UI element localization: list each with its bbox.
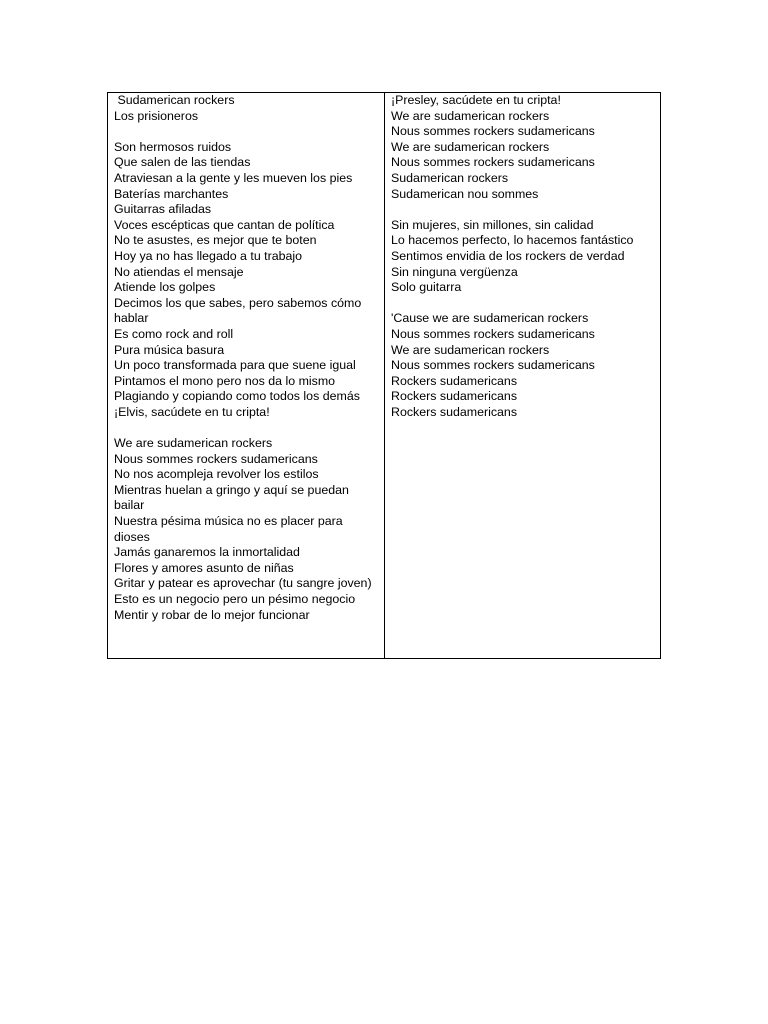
lyric-line: No atiendas el mensaje xyxy=(114,264,244,279)
lyrics-table xyxy=(107,92,661,659)
lyric-line xyxy=(114,124,380,140)
lyric-line: Pintamos el mono pero nos da lo mismo xyxy=(114,373,336,388)
lyric-line: Lo hacemos perfecto, lo hacemos fantástico xyxy=(391,233,634,248)
lyric-line: Baterías marchantes xyxy=(114,186,229,201)
lyric-line: Sudamerican rockers xyxy=(391,170,509,185)
lyric-line: Solo guitarra xyxy=(391,280,462,295)
lyric-line: We are sudamerican rockers xyxy=(391,139,550,154)
lyric-line: We are sudamerican rockers xyxy=(391,108,550,123)
lyric-line: Nous sommes rockers sudamericans xyxy=(114,451,318,466)
lyrics-right-column xyxy=(385,93,660,658)
lyric-line: Es como rock and roll xyxy=(114,326,234,341)
lyric-line: Nuestra pésima música no es placer para dioses xyxy=(114,514,347,544)
lyric-line: Pura música basura xyxy=(114,342,225,357)
lyric-line: Decimos los que sabes, pero sabemos cómo hablar xyxy=(114,295,365,326)
lyric-line: Gritar y patear es aprovechar (tu sangre joven) xyxy=(114,576,372,591)
lyric-line: Nous sommes rockers sudamericans xyxy=(391,326,595,341)
lyric-line: Nous sommes rockers sudamericans xyxy=(391,124,595,139)
lyric-line: We are sudamerican rockers xyxy=(391,342,550,357)
lyric-line: Sudamerican rockers xyxy=(114,93,235,107)
lyric-line: Mientras huelan a gringo y aquí se puedan bailar xyxy=(114,482,353,513)
lyric-line xyxy=(391,202,656,218)
lyric-line: Hoy ya no has llegado a tu trabajo xyxy=(114,248,303,263)
lyric-line: Sin mujeres, sin millones, sin calidad xyxy=(391,217,594,232)
lyric-line: Esto es un negocio pero un pésimo negocio xyxy=(114,592,356,606)
lyric-line: 'Cause we are sudamerican rockers xyxy=(391,311,589,326)
lyric-line: We are sudamerican rockers xyxy=(114,436,273,451)
lyric-line: Sin ninguna vergüenza xyxy=(391,264,518,279)
lyric-line: Plagiando y copiando como todos los demás xyxy=(114,389,360,404)
lyric-line: ¡Elvis, sacúdete en tu cripta! xyxy=(114,404,270,419)
lyric-line: Atiende los golpes xyxy=(114,280,216,295)
lyric-line: Un poco transformada para que suene igual xyxy=(114,358,356,373)
lyric-line: Nous sommes rockers sudamericans xyxy=(391,358,595,373)
lyric-line: Sudamerican nou sommes xyxy=(391,186,539,201)
lyrics-left-column xyxy=(108,93,385,658)
lyric-line: Atraviesan a la gente y les mueven los pies xyxy=(114,170,353,185)
lyric-line: ¡Presley, sacúdete en tu cripta! xyxy=(391,93,561,107)
lyric-line: Mentir y robar de lo mejor funcionar xyxy=(114,607,310,622)
lyric-line: No te asustes, es mejor que te boten xyxy=(114,233,317,248)
lyric-line: Que salen de las tiendas xyxy=(114,155,251,170)
lyric-line: Rockers sudamericans xyxy=(391,389,518,404)
lyric-line xyxy=(391,296,656,312)
lyric-line: Los prisioneros xyxy=(114,108,199,123)
lyric-line: Sentimos envidia de los rockers de verdad xyxy=(391,248,625,263)
lyric-line: Rockers sudamericans xyxy=(391,373,518,388)
lyric-line: Jamás ganaremos la inmortalidad xyxy=(114,545,300,560)
lyric-line: Voces escépticas que cantan de política xyxy=(114,217,335,232)
lyric-line xyxy=(114,420,380,436)
lyric-line: No nos acompleja revolver los estilos xyxy=(114,467,319,482)
lyric-line: Flores y amores asunto de niñas xyxy=(114,560,294,575)
lyric-line: Son hermosos ruidos xyxy=(114,139,232,154)
lyric-line: Guitarras afiladas xyxy=(114,202,212,217)
lyric-line: Nous sommes rockers sudamericans xyxy=(391,155,595,170)
lyric-line: Rockers sudamericans xyxy=(391,404,518,419)
